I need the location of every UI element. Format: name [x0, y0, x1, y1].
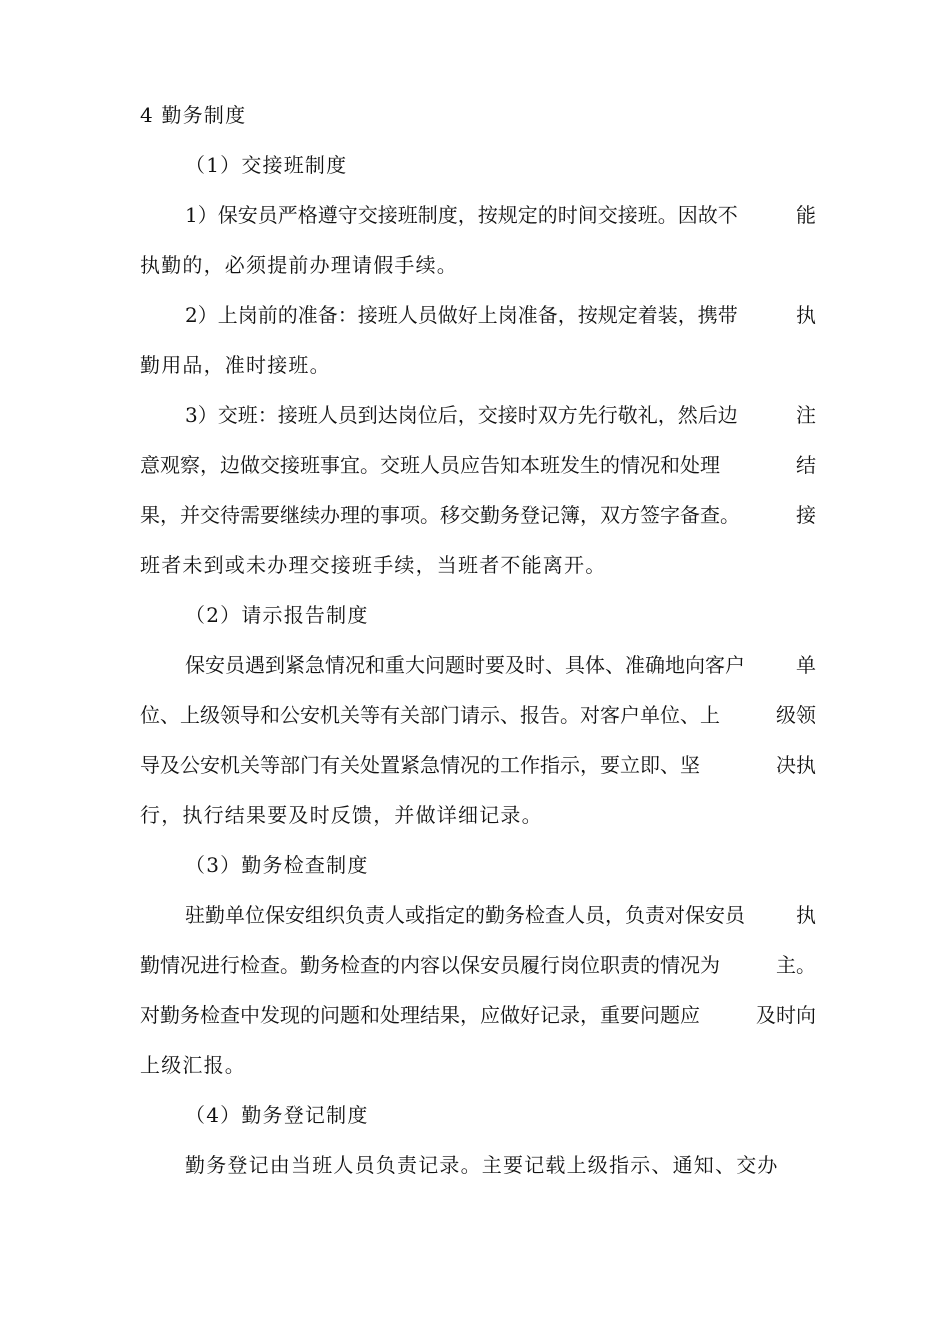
paragraph-line — [185, 200, 816, 230]
text-run: 结 — [796, 453, 816, 477]
text-run: 意观察，边做交接班事宜。交班人员应告知本班发生的情况和处理 — [140, 453, 720, 477]
text-run: 主。 — [776, 953, 816, 977]
paragraph-line — [140, 450, 816, 480]
text-run: 2）上岗前的准备：接班人员做好上岗准备，按规定着装，携带 — [185, 303, 738, 327]
paragraph-line — [140, 700, 816, 730]
paragraph-line — [140, 950, 816, 980]
paragraph-line — [185, 400, 816, 430]
text-run: 果，并交待需要继续办理的事项。移交勤务登记簿，双方签字备查。 — [140, 503, 740, 527]
paragraph-line — [140, 500, 816, 530]
text-run: 位、上级领导和公安机关等有关部门请示、报告。对客户单位、上 — [140, 703, 720, 727]
text-run: 级领 — [776, 703, 816, 727]
paragraph-line — [185, 900, 816, 930]
text-run: 注 — [796, 403, 816, 427]
text-run: 勤情况进行检查。勤务检查的内容以保安员履行岗位职责的情况为 — [140, 953, 720, 977]
paragraph-line: 上级汇报。 — [140, 1053, 246, 1077]
paragraph-line — [140, 750, 816, 780]
text-run: 接 — [796, 503, 816, 527]
text-run: 决执 — [776, 753, 816, 777]
text-run: 单 — [796, 653, 816, 677]
text-run: 及时向 — [756, 1003, 816, 1027]
paragraph-line: 勤务登记由当班人员负责记录。主要记载上级指示、通知、交办 — [185, 1153, 779, 1177]
subsection-heading: （4）勤务登记制度 — [185, 1103, 369, 1127]
paragraph-line: 执勤的，必须提前办理请假手续。 — [140, 253, 458, 277]
text-run: 驻勤单位保安组织负责人或指定的勤务检查人员，负责对保安员 — [185, 903, 745, 927]
paragraph-line — [140, 1000, 816, 1030]
paragraph-line: 行，执行结果要及时反馈，并做详细记录。 — [140, 803, 543, 827]
paragraph-line — [185, 300, 816, 330]
paragraph-line: 班者未到或未办理交接班手续，当班者不能离开。 — [140, 553, 607, 577]
text-run: 执 — [796, 303, 816, 327]
subsection-heading: （3）勤务检查制度 — [185, 853, 369, 877]
text-run: 执 — [796, 903, 816, 927]
paragraph-line: 勤用品，准时接班。 — [140, 353, 331, 377]
subsection-heading: （2）请示报告制度 — [185, 603, 369, 627]
paragraph-line — [185, 650, 816, 680]
section-title: 4 勤务制度 — [140, 103, 247, 127]
text-run: 3）交班：接班人员到达岗位后，交接时双方先行敬礼，然后边 — [185, 403, 738, 427]
text-run: 保安员遇到紧急情况和重大问题时要及时、具体、准确地向客户 — [185, 653, 745, 677]
subsection-heading: （1）交接班制度 — [185, 153, 348, 177]
text-run: 能 — [796, 203, 816, 227]
text-run: 导及公安机关等部门有关处置紧急情况的工作指示，要立即、坚 — [140, 753, 700, 777]
text-run: 1）保安员严格遵守交接班制度，按规定的时间交接班。因故不 — [185, 203, 738, 227]
text-run: 对勤务检查中发现的问题和处理结果，应做好记录，重要问题应 — [140, 1003, 700, 1027]
